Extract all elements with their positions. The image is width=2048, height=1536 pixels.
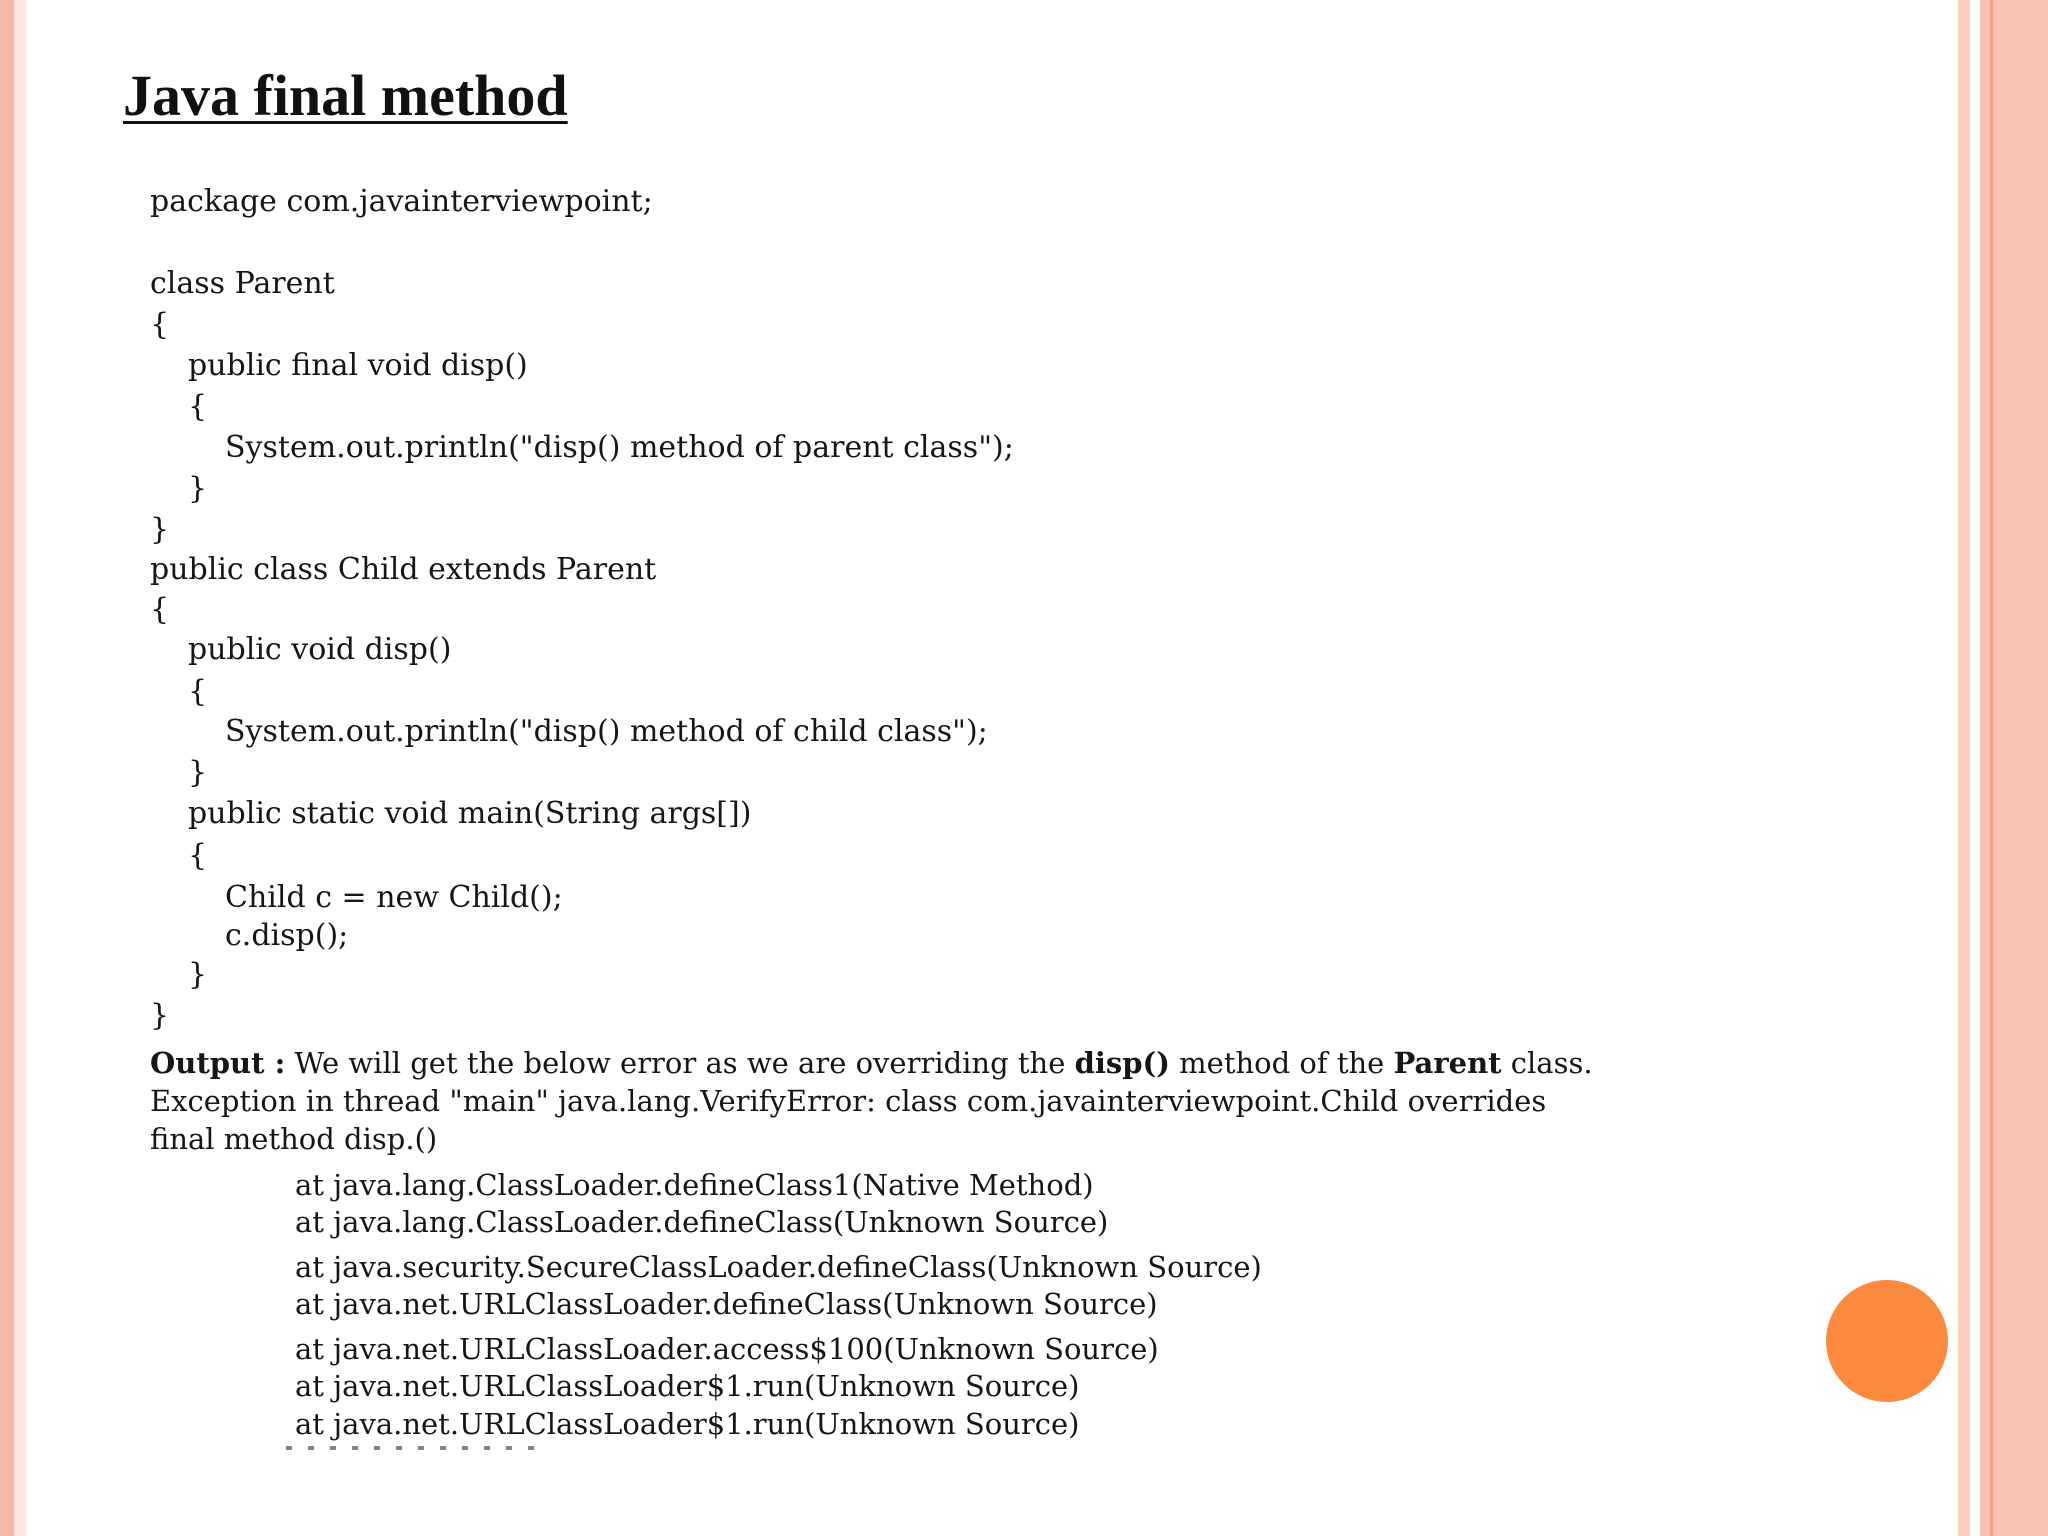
output-bold-class: Parent	[1393, 1046, 1502, 1080]
left-border-stripe	[0, 0, 14, 1536]
code-line: }	[150, 998, 170, 1033]
output-line	[150, 1046, 1593, 1080]
output-text: We will get the below error as we are overriding the	[285, 1046, 1075, 1080]
code-line: {	[188, 838, 208, 873]
orange-circle-decoration	[1826, 1280, 1948, 1402]
right-border-gap	[1970, 0, 1980, 1536]
stack-trace-line: at java.security.SecureClassLoader.defineClass(Unknown Source)	[295, 1250, 1262, 1284]
stack-trace-line: at java.lang.ClassLoader.defineClass1(Native Method)	[295, 1168, 1094, 1202]
code-line: }	[188, 471, 208, 506]
code-line: {	[188, 389, 208, 424]
output-bold-method: disp()	[1074, 1046, 1170, 1080]
code-line: }	[188, 957, 208, 992]
exception-line: final method disp.()	[150, 1122, 438, 1156]
exception-line: Exception in thread "main" java.lang.VerifyError: class com.javainterviewpoint.Child overrides	[150, 1084, 1547, 1118]
output-text: method of the	[1169, 1046, 1394, 1080]
code-line: Child c = new Child();	[225, 880, 563, 915]
code-line: package com.javainterviewpoint;	[150, 184, 653, 219]
left-border-inner-stripe	[14, 0, 26, 1536]
code-line: {	[150, 592, 170, 627]
output-label: Output :	[150, 1046, 286, 1080]
code-line: }	[150, 512, 170, 547]
output-text: class.	[1501, 1046, 1593, 1080]
stack-trace-line: at java.net.URLClassLoader$1.run(Unknown Source)	[295, 1369, 1080, 1403]
code-line: System.out.println("disp() method of parent class");	[225, 430, 1014, 465]
stack-trace-line: at java.net.URLClassLoader.access$100(Unknown Source)	[295, 1332, 1159, 1366]
stack-trace-line: at java.net.URLClassLoader$1.run(Unknown Source)	[295, 1407, 1080, 1441]
slide-title: Java final method	[123, 63, 568, 128]
stack-trace-line: at java.net.URLClassLoader.defineClass(Unknown Source)	[295, 1287, 1158, 1321]
code-line: public void disp()	[188, 632, 452, 667]
right-border-inner-stripe	[1958, 0, 1970, 1536]
code-line: public static void main(String args[])	[188, 796, 752, 831]
code-line: c.disp();	[225, 918, 349, 953]
stack-trace-line: at java.lang.ClassLoader.defineClass(Unknown Source)	[295, 1205, 1109, 1239]
code-line: class Parent	[150, 266, 335, 301]
code-line: public class Child extends Parent	[150, 552, 657, 587]
right-border-line	[1990, 0, 1993, 1536]
code-line: System.out.println("disp() method of child class");	[225, 714, 988, 749]
code-line: }	[188, 755, 208, 790]
code-line: {	[150, 307, 170, 342]
cut-off-text-fragment	[286, 1446, 546, 1450]
code-line: public final void disp()	[188, 348, 528, 383]
code-line: {	[188, 674, 208, 709]
